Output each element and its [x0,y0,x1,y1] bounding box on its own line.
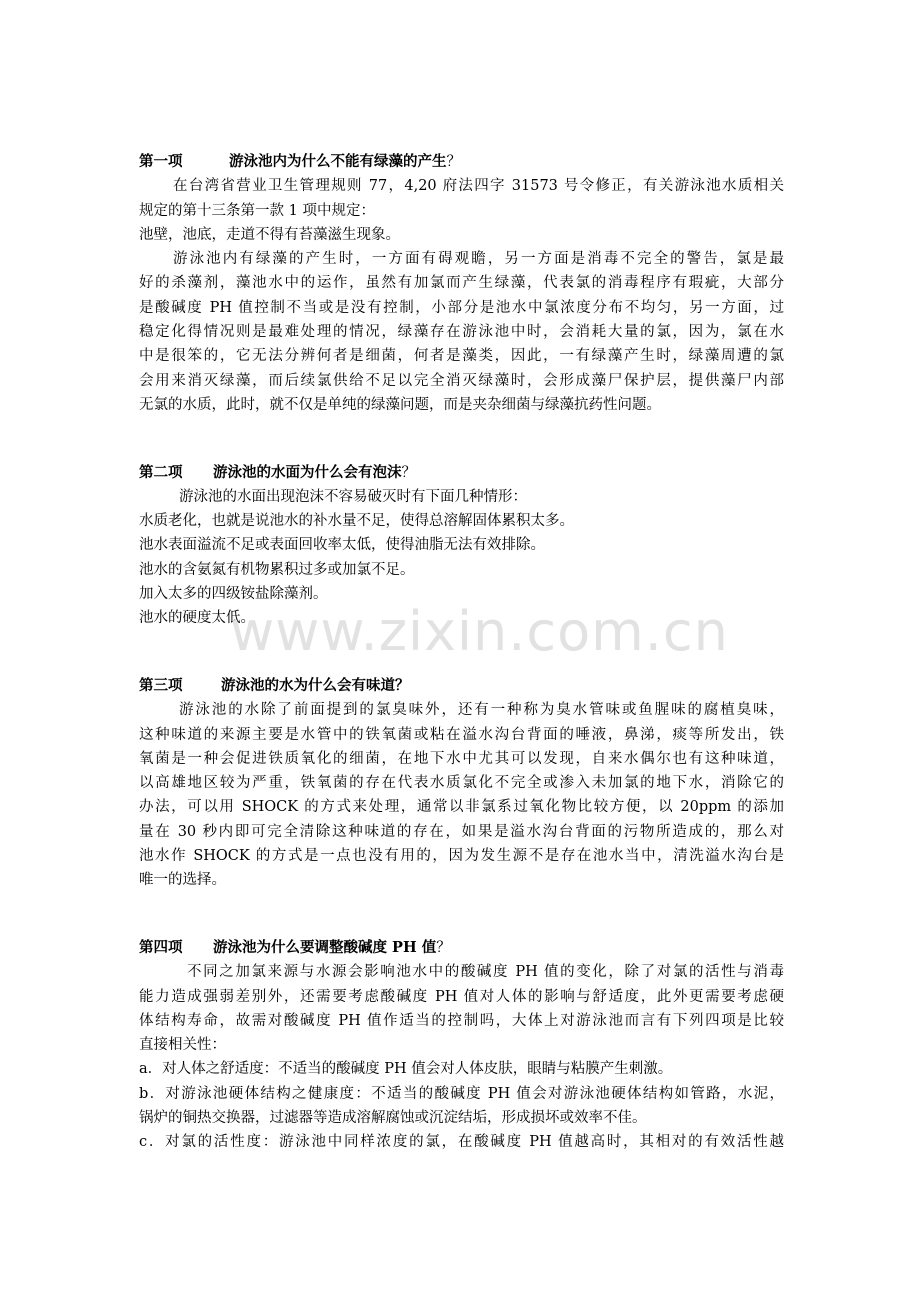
section-1-line-2: 规定的第十三条第一款 1 项中规定： [139,202,375,219]
document-page [139,150,784,1155]
section-3-line-8: 唯一的选择。 [139,872,226,889]
section-4-heading: 第四项 游泳池为什么要调整酸碱度 PH 值？ [139,938,451,956]
section-1-line-5: 好的杀藻剂，藻池水中的运作，虽然有加氯而产生绿藻，代表氯的消毒程序有瑕疵，大部分 [139,275,784,292]
section-4-line-7: 锅炉的铜热交换器，过滤器等造成溶解腐蚀或沉淀结垢，形成损坏或效率不佳。 [139,1109,647,1126]
section-4-line-1: 不同之加氯来源与水源会影响池水中的酸碱度 PH 值的变化，除了对氯的活性与消毒 [187,964,784,981]
section-1-line-4: 游泳池内有绿藻的产生时，一方面有碍观瞻，另一方面是消毒不完全的警告，氯是最 [173,251,784,268]
section-1-line-9: 会用来消灭绿藻，而后续氯供给不足以完全消灭绿藻时，会形成藻尸保护层，提供藻尸内部 [139,372,784,389]
section-4-line-3: 体结构寿命，故需对酸碱度 PH 值作适当的控制吗，大体上对游泳池而言有下列四项是比较 [139,1012,784,1029]
section-1-line-10: 无氯的水质，此时，就不仅是单纯的绿藻问题，而是夹杂细菌与绿藻抗药性问题。 [139,396,661,413]
section-4-line-5: a．对人体之舒适度：不适当的酸碱度 PH 值会对人体皮肤，眼睛与粘膜产生刺激。 [139,1061,673,1078]
section-2-line-3: 池水表面溢流不足或表面回收率太低，使得油脂无法有效排除。 [139,537,545,554]
section-4-line-4: 直接相关性： [139,1037,226,1054]
section-3-line-3: 氧菌是一种会促进铁质氧化的细菌，在地下水中尤其可以发现，自来水偶尔也有这种味道， [139,750,784,767]
section-3-line-2: 这种味道的来源主要是水管中的铁氧菌或粘在溢水沟台背面的唾液，鼻涕，痰等所发出，铁 [139,726,784,743]
section-4-line-2: 能力造成强弱差别外，还需要考虑酸碱度 PH 值对人体的影响与舒适度，此外更需要考虑硬 [139,988,784,1005]
section-3-line-6: 量在 30 秒内即可完全清除这种味道的存在，如果是溢水沟台背面的污物所造成的，那么对 [139,823,784,840]
section-3-line-4: 以高雄地区较为严重，铁氧菌的存在代表水质氯化不完全或渗入未加氯的地下水，消除它的 [139,775,784,792]
section-1-heading: 第一项 游泳池内为什么不能有绿藻的产生？ [139,153,461,170]
section-2-line-5: 加入太多的四级铵盐除藻剂。 [139,586,328,603]
section-3-heading: 第三项 游泳池的水为什么会有味道？ [139,676,410,694]
section-4-line-8: c．对氯的活性度：游泳池中同样浓度的氯，在酸碱度 PH 值越高时，其相对的有效活性越 [139,1134,784,1151]
section-2-line-6: 池水的硬度太低。 [139,610,255,627]
section-2-line-2: 水质老化，也就是说池水的补水量不足，使得总溶解固体累积太多。 [139,513,574,530]
section-4-line-6: b．对游泳池硬体结构之健康度：不适当的酸碱度 PH 值会对游泳池硬体结构如管路，水泥， [139,1085,784,1102]
section-1-line-8: 中是很笨的，它无法分辨何者是细菌，何者是藻类，因此，一有绿藻产生时，绿藻周遭的氯 [139,348,784,365]
section-2-line-4: 池水的含氨氮有机物累积过多或加氯不足。 [139,561,415,578]
section-2-heading: 第二项 游泳池的水面为什么会有泡沫？ [139,463,416,481]
section-1-line-3: 池壁，池底，走道不得有苔藻滋生现象。 [139,226,400,243]
section-3-line-5: 办法，可以用 SHOCK 的方式来处理，通常以非氯系过氧化物比较方便，以 20ppm 的添加 [139,799,784,816]
section-1-line-1: 在台湾省营业卫生管理规则 77，4,20 府法四字 31573 号令修正，有关游泳池水质相关 [173,178,784,195]
watermark: www.zixin.com.cn [230,600,729,663]
section-1-line-7: 稳定化得情况则是最难处理的情况，绿藻存在游泳池中时，会消耗大量的氯，因为，氯在水 [139,324,784,341]
section-3-line-1: 游泳池的水除了前面提到的氯臭味外，还有一种称为臭水管味或鱼腥味的腐植臭味， [179,702,784,719]
section-1-line-6: 是酸碱度 PH 值控制不当或是没有控制，小部分是池水中氯浓度分布不均匀，另一方面，过 [139,299,784,316]
section-2-line-1: 游泳池的水面出现泡沫不容易破灭时有下面几种情形： [179,488,527,505]
section-3-line-7: 池水作 SHOCK 的方式是一点也没有用的，因为发生源不是存在池水当中，清洗溢水沟台是 [139,848,784,865]
